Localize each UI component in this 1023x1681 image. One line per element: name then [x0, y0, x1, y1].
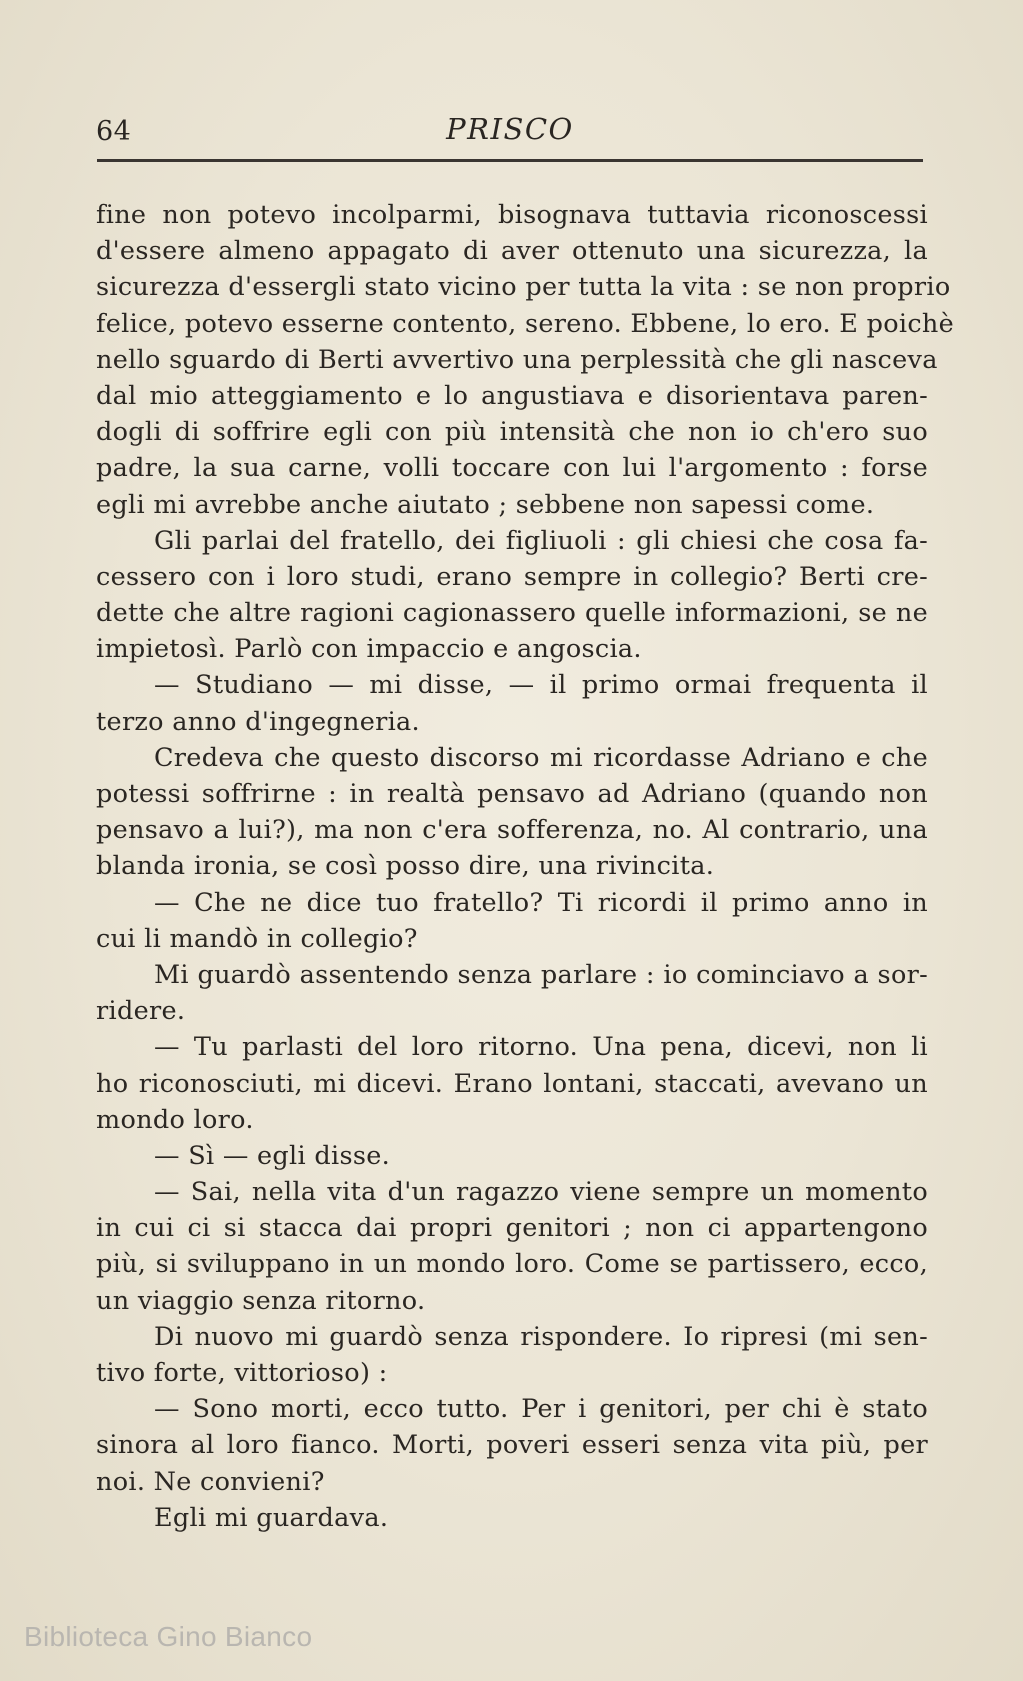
text-line: dogli di soffrire egli con più intensità che non io ch'ero suo: [96, 417, 928, 448]
text-line: impietosì. Parlò con impaccio e angoscia.: [96, 634, 642, 665]
text-line: felice, potevo esserne contento, sereno. Ebbene, lo ero. E poichè: [96, 308, 955, 339]
text-line: sinora al loro fianco. Morti, poveri esseri senza vita più, per: [96, 1430, 928, 1461]
text-line: Gli parlai del fratello, dei figliuoli : gli chiesi che cosa fa-: [154, 525, 928, 556]
text-line: in cui ci si stacca dai propri genitori ; non ci appartengono: [96, 1213, 928, 1244]
text-line: padre, la sua carne, volli toccare con lui l'argomento : forse: [96, 453, 928, 484]
text-line: potessi soffrirne : in realtà pensavo ad Adriano (quando non: [96, 779, 928, 809]
text-line: fine non potevo incolparmi, bisognava tuttavia riconoscessi: [96, 200, 928, 230]
text-line: mondo loro.: [96, 1104, 254, 1135]
text-line: cui li mandò in collegio?: [96, 923, 418, 954]
text-line: un viaggio senza ritorno.: [96, 1285, 426, 1316]
text-line: dal mio atteggiamento e lo angustiava e disorientava paren-: [96, 380, 928, 411]
body-text: [96, 197, 955, 1536]
text-line: — Sono morti, ecco tutto. Per i genitori, per chi è stato: [154, 1394, 928, 1425]
text-line: — Studiano — mi disse, — il primo ormai frequenta il: [154, 670, 928, 701]
page-header: [96, 110, 924, 150]
running-title: PRISCO: [446, 112, 574, 146]
text-line: più, si sviluppano in un mondo loro. Come se partissero, ecco,: [96, 1249, 928, 1280]
text-line: Mi guardò assentendo senza parlare : io cominciavo a sor-: [154, 959, 928, 990]
text-line: egli mi avrebbe anche aiutato ; sebbene non sapessi come.: [96, 489, 875, 520]
text-line: ridere.: [96, 996, 186, 1027]
text-line: Di nuovo mi guardò senza rispondere. Io ripresi (mi sen-: [154, 1321, 928, 1352]
text-line: sicurezza d'essergli stato vicino per tutta la vita : se non proprio: [96, 272, 951, 303]
text-line: Credeva che questo discorso mi ricordasse Adriano e che: [154, 742, 928, 773]
text-line: — Sai, nella vita d'un ragazzo viene sempre un momento: [154, 1177, 928, 1208]
text-line: Egli mi guardava.: [154, 1502, 389, 1533]
text-line: — Sì — egli disse.: [154, 1140, 391, 1171]
text-line: ho riconosciuti, mi dicevi. Erano lontani, staccati, avevano un: [96, 1068, 928, 1099]
text-line: cessero con i loro studi, erano sempre in collegio? Berti cre-: [96, 561, 928, 592]
watermark: Biblioteca Gino Bianco: [24, 1621, 313, 1652]
text-line: noi. Ne convieni?: [96, 1466, 325, 1497]
text-line: — Tu parlasti del loro ritorno. Una pena, dicevi, non li: [154, 1032, 928, 1063]
header-rule: [97, 159, 923, 162]
text-line: blanda ironia, se così posso dire, una rivincita.: [96, 851, 715, 882]
text-line: d'essere almeno appagato di aver ottenuto una sicurezza, la: [96, 236, 928, 267]
text-line: nello sguardo di Berti avvertivo una perplessità che gli nasceva: [96, 344, 938, 375]
text-line: terzo anno d'ingegneria.: [96, 706, 420, 737]
text-line: dette che altre ragioni cagionassero quelle informazioni, se ne: [96, 598, 928, 629]
page-number: 64: [96, 116, 132, 147]
text-line: pensavo a lui?), ma non c'era sofferenza, no. Al contrario, una: [96, 815, 928, 846]
text-line: tivo forte, vittorioso) :: [96, 1358, 388, 1388]
text-line: — Che ne dice tuo fratello? Ti ricordi il primo anno in: [154, 887, 928, 918]
